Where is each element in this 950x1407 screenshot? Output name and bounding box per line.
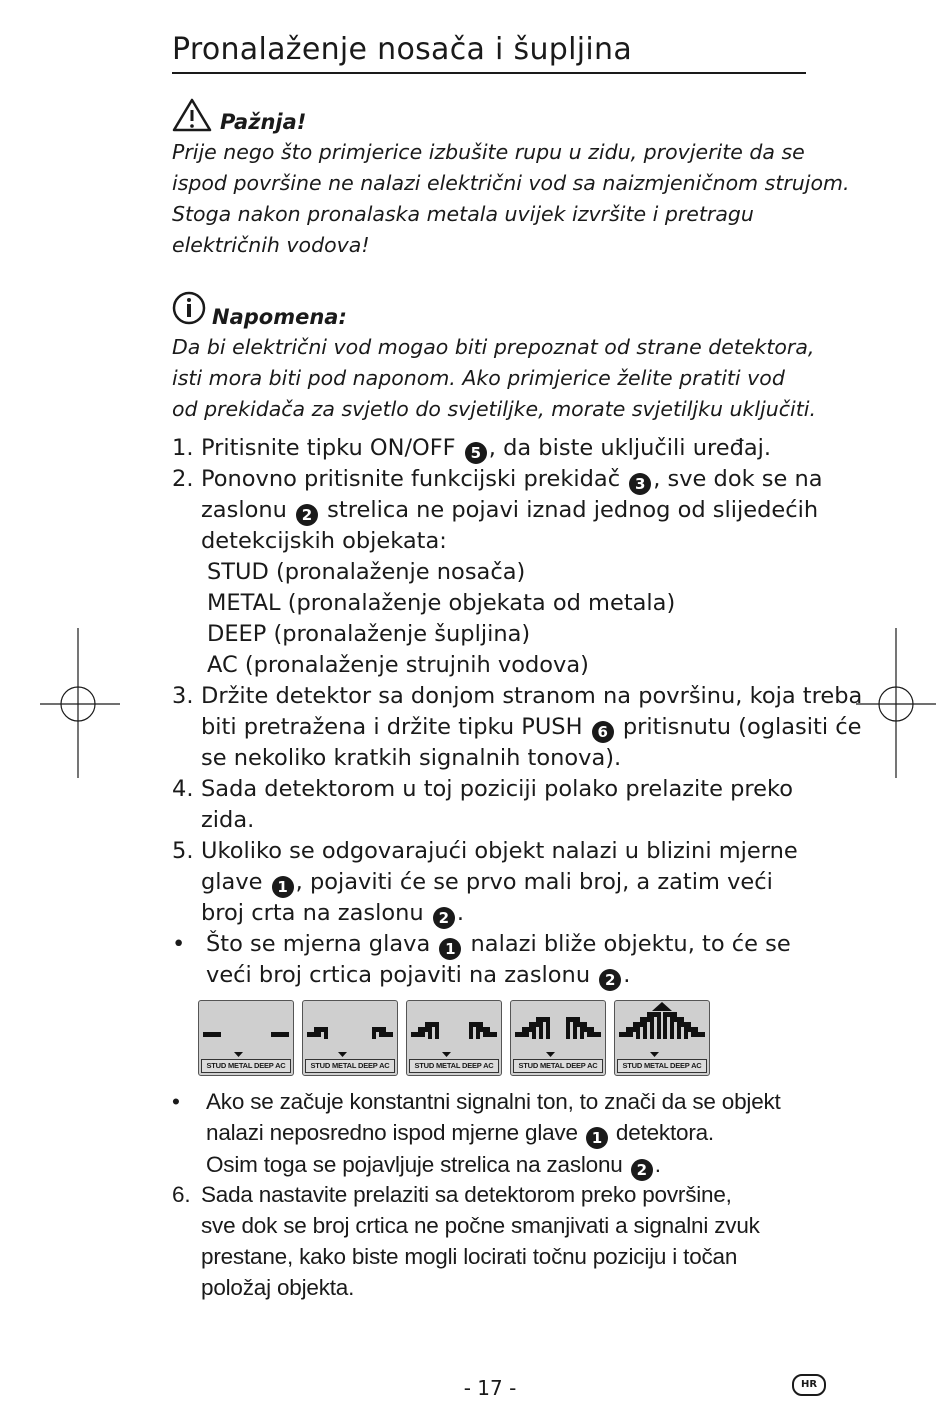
display-level-3 [406, 1000, 502, 1076]
step-text: broj crta na zaslonu [201, 900, 424, 926]
step-number: 2. [172, 466, 194, 492]
ref-badge: 3 [629, 473, 651, 495]
bullet-text: veći broj crtica pojaviti na zaslonu [206, 962, 591, 988]
ref-badge: 1 [272, 876, 294, 898]
step-text: , da biste uključili uređaj. [488, 435, 772, 461]
crop-mark-right [856, 628, 936, 778]
bullet-dot: • [172, 1089, 180, 1114]
display-bars [303, 1001, 397, 1061]
display-bars [615, 1001, 709, 1061]
ref-badge: 2 [433, 907, 455, 929]
crop-mark-left [40, 628, 120, 778]
warning-line: ispod površine ne nalazi električni vod sa naizmjeničnom strujom. [172, 171, 850, 195]
bullet-constant-tone [172, 1086, 812, 1179]
step-text: sve dok se broj crtica ne počne smanjivati a signalni zvuk [201, 1213, 760, 1238]
step-text: položaj objekta. [201, 1275, 355, 1300]
ref-badge: 2 [296, 504, 318, 526]
bullet-text: . [623, 962, 631, 988]
bar-riser-right [476, 1027, 480, 1039]
step-text: Držite detektor sa donjom stranom na površinu, koja treba [201, 683, 863, 709]
bar-riser-left [546, 1017, 550, 1039]
mode-ac: AC (pronalaženje strujnih vodova) [207, 652, 589, 678]
ref-badge: 6 [592, 721, 614, 743]
step-number: 1. [172, 435, 194, 461]
step-text: , sve dok se na [653, 466, 823, 492]
warning-line: Stoga nakon pronalaska metala uvijek izvršite i pretragu [172, 202, 754, 226]
mode-pointer [442, 1052, 451, 1057]
step-text: Ponovno pritisnite funkcijski prekidač [201, 466, 621, 492]
step-text: prestane, kako biste mogli locirati točnu poziciju i točan [201, 1244, 738, 1269]
bar-riser-right [469, 1022, 473, 1039]
display-mode-label: STUD METAL DEEP AC [617, 1059, 707, 1073]
step-text: biti pretražena i držite tipku PUSH [201, 714, 583, 740]
info-icon [172, 290, 208, 326]
bar-riser-right [580, 1027, 584, 1039]
bar-riser-left [428, 1027, 432, 1039]
display-mode-label: STUD METAL DEEP AC [513, 1059, 603, 1073]
display-illustrations [198, 1000, 718, 1078]
step-text: Pritisnite tipku ON/OFF [201, 435, 456, 461]
ref-badge: 1 [586, 1127, 608, 1149]
warning-line: Prije nego što primjerice izbušite rupu u zidu, provjerite da se [172, 140, 805, 164]
bar-riser-left [539, 1022, 543, 1039]
step-1 [172, 433, 812, 464]
bar-riser-left [532, 1027, 536, 1039]
bar-riser-right [684, 1027, 688, 1039]
bar-segment-right [379, 1032, 393, 1037]
mode-pointer [338, 1052, 347, 1057]
mode-pointer [546, 1052, 555, 1057]
step-6 [172, 1179, 812, 1303]
step-text: . [456, 900, 464, 926]
step-text: se nekoliko kratkih signalnih tonova). [201, 745, 622, 771]
bar-segment-left [411, 1032, 425, 1037]
note-line: isti mora biti pod naponom. Ako primjerice želite pratiti vod [172, 366, 785, 390]
ref-badge: 1 [439, 938, 461, 960]
step-text: Sada nastavite prelaziti sa detektorom preko površine, [201, 1182, 732, 1207]
display-level-4 [510, 1000, 606, 1076]
mode-stud: STUD (pronalaženje nosača) [207, 559, 526, 585]
bar-riser-left [643, 1022, 647, 1039]
display-level-5 [614, 1000, 710, 1076]
step-text: detekcijskih objekata: [201, 528, 447, 554]
bullet-text: nalazi neposredno ispod mjerne glave [206, 1120, 578, 1145]
bar-segment-left [619, 1032, 633, 1037]
bar-riser-right [573, 1022, 577, 1039]
bullet-text: . [654, 1152, 661, 1177]
bar-riser-right [670, 1017, 674, 1039]
center-peak [652, 1002, 672, 1011]
bar-segment-right [587, 1032, 601, 1037]
mode-metal: METAL (pronalaženje objekata od metala) [207, 590, 676, 616]
step-text: zaslonu [201, 497, 287, 523]
step-text: glave [201, 869, 263, 895]
step-4 [172, 774, 812, 836]
warning-triangle-icon [172, 98, 212, 132]
bullet-text: Ako se začuje konstantni signalni ton, to znači da se objekt [206, 1089, 781, 1114]
bar-riser-left [657, 1012, 661, 1039]
bar-segment-left [307, 1032, 321, 1037]
page-title: Pronalaženje nosača i šupljina [172, 30, 806, 74]
step-number: 6. [172, 1182, 191, 1207]
display-bars [511, 1001, 605, 1061]
display-bars [199, 1001, 293, 1061]
display-level-2 [302, 1000, 398, 1076]
display-level-1 [198, 1000, 294, 1076]
bullet-dot: • [172, 931, 186, 957]
bar-segment-left [203, 1032, 221, 1037]
bullet-text: nalazi bliže objektu, to će se [470, 931, 791, 957]
warning-heading: Pažnja! [220, 110, 307, 134]
ref-badge: 2 [599, 969, 621, 991]
step-number: 4. [172, 776, 194, 802]
mode-pointer [234, 1052, 243, 1057]
step-text: , pojaviti će se prvo mali broj, a zatim veći [295, 869, 773, 895]
bar-riser-left [435, 1022, 439, 1039]
note-line: Da bi električni vod mogao biti prepoznat od strane detektora, [172, 335, 815, 359]
bar-riser-right [677, 1022, 681, 1039]
display-mode-label: STUD METAL DEEP AC [409, 1059, 499, 1073]
bar-riser-right [663, 1012, 667, 1039]
bullet-text: Osim toga se pojavljuje strelica na zaslonu [206, 1152, 623, 1177]
warning-text [172, 137, 850, 261]
warning-line: električnih vodova! [172, 233, 370, 257]
step-5 [172, 836, 812, 929]
bar-segment-right [271, 1032, 289, 1037]
ref-badge: 5 [465, 442, 487, 464]
bar-riser-left [324, 1027, 328, 1039]
step-text: Ukoliko se odgovarajući objekt nalazi u blizini mjerne [201, 838, 798, 864]
step-text: strelica ne pojavi iznad jednog od slijedećih [327, 497, 819, 523]
bar-segment-left [515, 1032, 529, 1037]
bar-riser-right [566, 1017, 570, 1039]
ref-badge: 2 [631, 1159, 653, 1181]
display-bars [407, 1001, 501, 1061]
note-line: od prekidača za svjetlo do svjetiljke, morate svjetiljku uključiti. [172, 397, 816, 421]
note-text [172, 332, 816, 425]
display-mode-label: STUD METAL DEEP AC [305, 1059, 395, 1073]
bullet-text: detektora. [615, 1120, 714, 1145]
step-number: 3. [172, 683, 194, 709]
bar-riser-left [650, 1017, 654, 1039]
step-number: 5. [172, 838, 194, 864]
bar-riser-right [372, 1027, 376, 1039]
step-text: zida. [201, 807, 255, 833]
bar-riser-left [636, 1027, 640, 1039]
step-text: pritisnutu (oglasiti će [622, 714, 862, 740]
bar-segment-right [691, 1032, 705, 1037]
bullet-closer [172, 929, 812, 991]
bar-segment-right [483, 1032, 497, 1037]
page-number: - 17 - [463, 1376, 517, 1400]
mode-pointer [650, 1052, 659, 1057]
language-badge: HR [792, 1374, 826, 1396]
step-3 [172, 681, 863, 774]
bullet-text: Što se mjerna glava [206, 931, 431, 957]
step-text: Sada detektorom u toj poziciji polako prelazite preko [201, 776, 793, 802]
step-2 [172, 464, 823, 681]
mode-deep: DEEP (pronalaženje šupljina) [207, 621, 531, 647]
display-mode-label: STUD METAL DEEP AC [201, 1059, 291, 1073]
note-heading: Napomena: [212, 305, 347, 329]
